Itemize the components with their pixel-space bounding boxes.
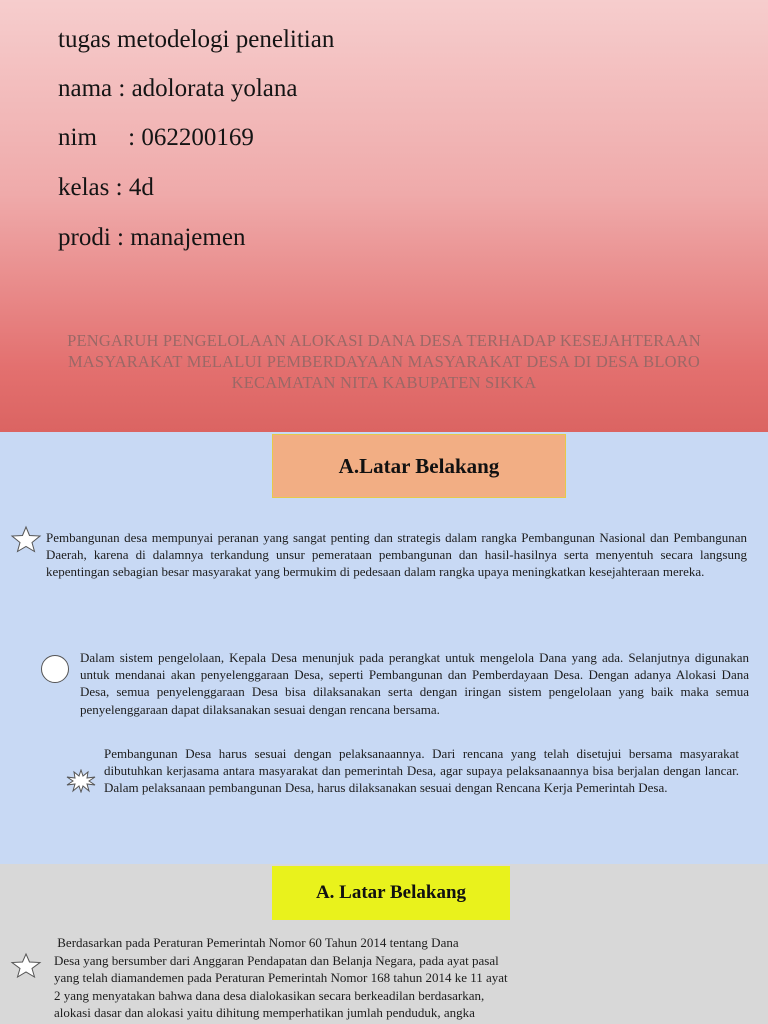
circle-outline-icon [40,654,70,689]
star-outline-icon [10,952,42,983]
section-heading: A.Latar Belakang [272,434,566,498]
background-slide [0,432,768,864]
student-nim: nim : 062200169 [58,124,254,151]
student-class: kelas : 4d [58,174,154,201]
title-slide [0,0,768,432]
student-name: nama : adolorata yolana [58,75,298,102]
burst-outline-icon [66,769,96,798]
research-title: PENGARUH PENGELOLAAN ALOKASI DANA DESA TERHADAP KESEJAHTERAAN MASYARAKAT MELALUI PEMBERDAYAAN MASYARAKAT DESA DI DESA BLORO KECAMATAN NITA KABUPATEN SIKKA [67,331,701,392]
text-line: Desa yang bersumber dari Anggaran Pendapatan dan Belanja Negara, pada ayat pasal [54,952,499,968]
student-program: prodi : manajemen [58,224,246,251]
paragraph-fund-management: Dalam sistem pengelolaan, Kepala Desa menunjuk pada perangkat untuk mengelola Dana yang ada. Selanjutnya digunakan untuk mendanai akan penyelenggaraan Desa, seperti Pembangunan dan Pemberdayaan Desa. Dengan adanya Alokasi Dana Desa, semua penyelenggaraan Desa bisa dilaksanakan serta dengan iringan sistem pengelolaan yang baik maka semua penyelenggaraan dapat dilaksanakan sesuai dengan rencana bersama. [80,650,749,717]
star-outline-icon [10,525,42,558]
paragraph-regulation [54,934,574,1022]
paragraph-development-role: Pembangunan desa mempunyai peranan yang sangat penting dan strategis dalam rangka Pembangunan Nasional dan Pembangunan Daerah, karena di dalamnya terkandung unsur pemerataan pembangunan dan hasil-hasilnya serta menyentuh secara langsung kepentingan sebagian besar masyarakat yang bermukim di pedesaan dalam rangka upaya meningkatkan kesejahteraan mereka. [46,530,747,580]
text-line: alokasi dasar dan alokasi yaitu dihitung memperhatikan jumlah penduduk, angka [54,1005,475,1021]
section-heading: A. Latar Belakang [272,866,510,920]
text-line: yang telah diamandemen pada Peraturan Pemerintah Nomor 168 tahun 2014 ke 11 ayat [54,970,508,986]
regulation-slide [0,864,768,1024]
assignment-title: tugas metodelogi penelitian [58,26,335,53]
text-line: Berdasarkan pada Peraturan Pemerintah Nomor 60 Tahun 2014 tentang Dana [54,935,459,950]
text-line: 2 yang menyatakan bahwa dana desa dialokasikan secara berkeadilan berdasarkan, [54,987,485,1003]
paragraph-implementation: Pembangunan Desa harus sesuai dengan pelaksanaannya. Dari rencana yang telah disetujui bersama masyarakat dibutuhkan kerjasama antara masyarakat dan pemerintah Desa, agar supaya pelaksanaannya bisa berjalan dengan lancar. Dalam pelaksanaan pembangunan Desa, harus dilaksanakan sesuai dengan Rencana Kerja Pemerintah Desa. [104,746,739,796]
